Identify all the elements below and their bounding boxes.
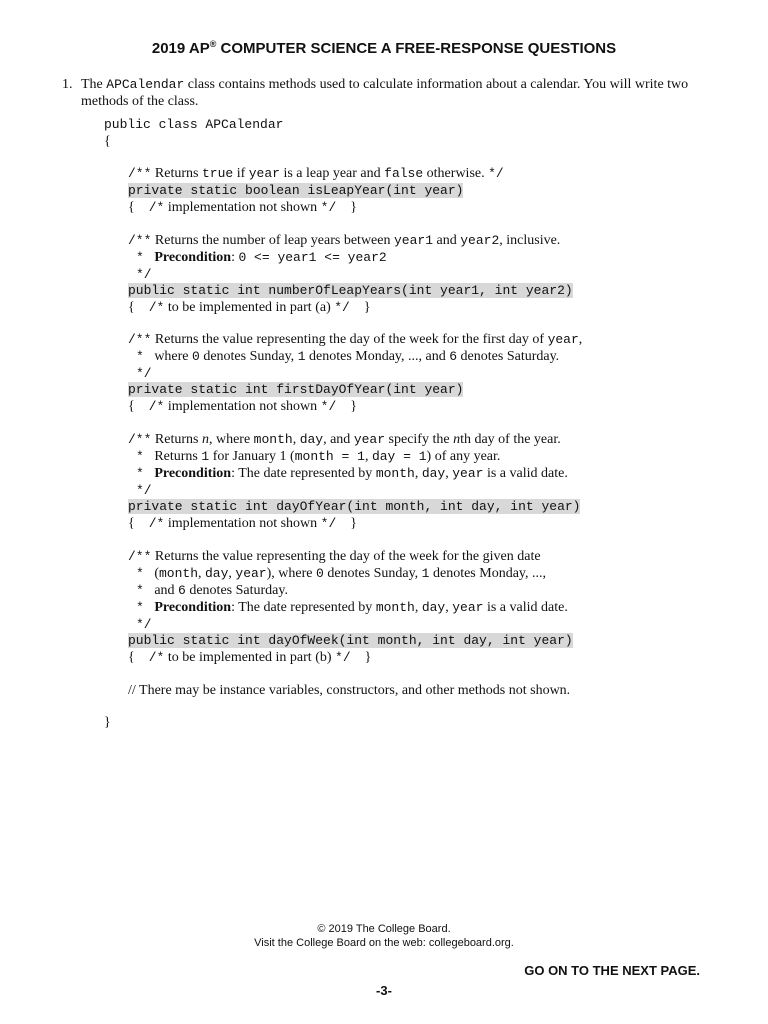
class-declaration: public class APCalendar	[104, 117, 284, 132]
comment-code: year2	[460, 233, 500, 248]
comment-star: *	[136, 449, 144, 464]
comment-text: , inclusive.	[499, 233, 561, 248]
class-open-brace: {	[104, 134, 111, 149]
comment-star: *	[136, 600, 144, 615]
comment-text: ,	[578, 332, 583, 347]
intro-text-rest: class contains methods used to calculate information about a calendar. You will write two methods of the class.	[81, 77, 689, 109]
comment-text: is a valid date.	[483, 466, 568, 481]
comment-code: year	[452, 600, 484, 615]
comment-text: denotes Saturday.	[185, 583, 288, 598]
comment-code: month	[375, 600, 415, 615]
comment-close: */	[320, 516, 337, 531]
method-signature-firstdayofyear	[128, 381, 463, 398]
method-signature-numberofleapyears	[128, 282, 573, 299]
comment-text: is a valid date.	[483, 600, 568, 615]
website-notice: Visit the College Board on the web: collegeboard.org.	[254, 937, 514, 949]
method-body	[128, 299, 371, 316]
method-signature-isleapyear	[128, 182, 463, 199]
comment-text: is a leap year and	[279, 166, 385, 181]
comment-open: /*	[148, 399, 165, 414]
final-comment	[128, 682, 570, 699]
comment-open: /**	[128, 233, 152, 248]
comment-open: /*	[148, 650, 165, 665]
method-signature-dayofweek	[128, 632, 573, 649]
comment-star: *	[136, 466, 144, 481]
comment-code: year	[353, 432, 386, 447]
comment-text: ,	[414, 466, 422, 481]
method-comment	[128, 331, 582, 348]
method-comment	[128, 165, 504, 182]
comment-text: : The date represented by	[231, 600, 376, 615]
question-intro	[81, 76, 721, 110]
method-comment	[128, 431, 561, 448]
comment-star: *	[136, 349, 144, 364]
comment-code: day	[299, 432, 324, 447]
comment-open: /**	[128, 549, 152, 564]
comment-line	[136, 448, 500, 465]
comment-open: /**	[128, 166, 152, 181]
method-comment	[128, 548, 541, 565]
comment-text: ,	[414, 600, 422, 615]
comment-text: There may be instance variables, constructors, and other methods not shown.	[135, 683, 571, 698]
comment-code: 6	[178, 583, 186, 598]
comment-text: ,	[364, 449, 372, 464]
comment-star: *	[136, 566, 144, 581]
comment-text: denotes Monday, ...,	[429, 566, 547, 581]
comment-code: year1	[394, 233, 434, 248]
comment-code: day	[421, 600, 446, 615]
signature-highlight: public static int numberOfLeapYears(int year1, int year2)	[128, 283, 573, 298]
comment-text: : The date represented by	[231, 466, 376, 481]
signature-highlight: private static int firstDayOfYear(int year)	[128, 382, 464, 397]
comment-close: */	[335, 650, 351, 665]
page-title	[0, 40, 768, 57]
brace: {	[128, 516, 135, 531]
precondition-line	[136, 599, 568, 616]
comment-text: Returns	[151, 432, 202, 447]
comment-code: day	[205, 566, 229, 581]
comment-code: 1	[297, 349, 306, 364]
comment-open: /**	[128, 432, 152, 447]
comment-text: for January 1 (	[209, 449, 295, 464]
comment-open: /**	[128, 332, 152, 347]
comment-text: specify the	[385, 432, 454, 447]
method-signature-dayofyear	[128, 498, 580, 515]
comment-close: */	[334, 300, 350, 315]
comment-close: */	[136, 267, 152, 282]
copyright-notice: © 2019 The College Board.	[317, 923, 451, 935]
intro-text: The	[81, 77, 107, 92]
comment-code: month = 1	[294, 449, 365, 464]
question-number: 1.	[62, 77, 73, 92]
method-body	[128, 398, 357, 415]
comment-code: 6	[449, 349, 458, 364]
brace: }	[364, 650, 372, 665]
signature-highlight: public static int dayOfWeek(int month, int day, int year)	[128, 633, 573, 648]
comment-code: month	[158, 566, 198, 581]
class-close-brace: }	[104, 715, 111, 730]
method-body	[128, 515, 357, 532]
intro-class-name: APCalendar	[106, 77, 185, 92]
comment-line	[136, 582, 288, 599]
comment-text: ), where	[266, 566, 316, 581]
comment-text: :	[231, 250, 239, 265]
comment-star: *	[136, 583, 144, 598]
comment-text: Returns	[151, 166, 202, 181]
comment-close: */	[136, 366, 152, 381]
comment-code: year	[547, 332, 579, 347]
comment-open: /*	[148, 200, 165, 215]
comment-code: year	[248, 166, 280, 181]
comment-text: Returns the number of leap years between	[151, 233, 394, 248]
page-number: -3-	[376, 983, 392, 998]
comment-text: where	[150, 349, 193, 364]
body-comment-text: to be implemented in part (b)	[164, 650, 336, 665]
brace: {	[128, 200, 135, 215]
comment-italic: n	[453, 432, 461, 447]
method-comment	[128, 232, 560, 249]
comment-text: Returns the value representing the day of the week for the first day of	[151, 332, 548, 347]
comment-code: month	[253, 432, 293, 447]
comment-code: 1	[421, 566, 430, 581]
comment-code: 1	[201, 449, 210, 464]
comment-text: Returns	[150, 449, 202, 464]
comment-code: 0 <= year1 <= year2	[238, 250, 387, 265]
precondition-label: Precondition	[154, 600, 232, 615]
comment-text: ) of any year.	[426, 449, 501, 464]
comment-text: ,	[198, 566, 205, 581]
comment-text: and	[150, 583, 179, 598]
comment-text: ,	[292, 432, 300, 447]
title-text: 2019 AP	[151, 40, 210, 57]
comment-open: /*	[148, 300, 165, 315]
signature-highlight: private static int dayOfYear(int month, int day, int year)	[128, 499, 581, 514]
comment-text: if	[233, 166, 249, 181]
method-body	[128, 199, 357, 216]
comment-text: ,	[445, 600, 453, 615]
comment-star: *	[136, 250, 144, 265]
comment-text: and	[433, 233, 461, 248]
comment-code: day	[421, 466, 446, 481]
comment-close: */	[136, 617, 152, 632]
comment-open: /*	[148, 516, 165, 531]
comment-line	[136, 348, 559, 365]
brace: }	[363, 300, 371, 315]
title-text-rest: COMPUTER SCIENCE A FREE-RESPONSE QUESTIONS	[216, 40, 617, 57]
comment-italic: n	[201, 432, 209, 447]
brace: {	[128, 399, 135, 414]
precondition-label: Precondition	[154, 250, 232, 265]
brace: {	[128, 650, 135, 665]
precondition-line	[136, 465, 568, 482]
body-comment-text: implementation not shown	[164, 200, 321, 215]
comment-code: year	[235, 566, 267, 581]
comment-text: denotes Monday, ..., and	[305, 349, 450, 364]
comment-code: true	[201, 166, 234, 181]
go-on-notice: GO ON TO THE NEXT PAGE.	[524, 963, 700, 978]
comment-text: Returns the value representing the day of the week for the given date	[151, 549, 541, 564]
comment-code: year	[452, 466, 484, 481]
comment-code: day = 1	[371, 449, 427, 464]
comment-text: , where	[208, 432, 254, 447]
brace: {	[128, 300, 135, 315]
comment-text: ,	[228, 566, 236, 581]
comment-line	[136, 565, 546, 582]
precondition-line	[136, 249, 387, 266]
comment-close: */	[488, 166, 504, 181]
comment-text: denotes Sunday,	[199, 349, 298, 364]
body-comment-text: to be implemented in part (a)	[164, 300, 335, 315]
comment-text: denotes Sunday,	[323, 566, 422, 581]
brace: }	[350, 516, 358, 531]
comment-text: th day of the year.	[460, 432, 561, 447]
comment-text: denotes Saturday.	[457, 349, 560, 364]
method-body	[128, 649, 371, 666]
comment-code: false	[384, 166, 424, 181]
comment-close: */	[320, 399, 337, 414]
brace: }	[350, 200, 358, 215]
comment-text: (	[150, 566, 159, 581]
comment-close: */	[136, 483, 152, 498]
comment-text: otherwise.	[423, 166, 489, 181]
comment-text: ,	[445, 466, 453, 481]
precondition-label: Precondition	[154, 466, 232, 481]
comment-close: */	[320, 200, 337, 215]
comment-marker: //	[128, 683, 136, 698]
body-comment-text: implementation not shown	[164, 399, 321, 414]
comment-code: 0	[316, 566, 324, 581]
comment-code: 0	[192, 349, 200, 364]
brace: }	[350, 399, 358, 414]
comment-code: month	[375, 466, 415, 481]
signature-highlight: private static boolean isLeapYear(int year)	[128, 183, 464, 198]
comment-text: , and	[323, 432, 354, 447]
registered-mark: ®	[209, 39, 217, 49]
body-comment-text: implementation not shown	[164, 516, 321, 531]
